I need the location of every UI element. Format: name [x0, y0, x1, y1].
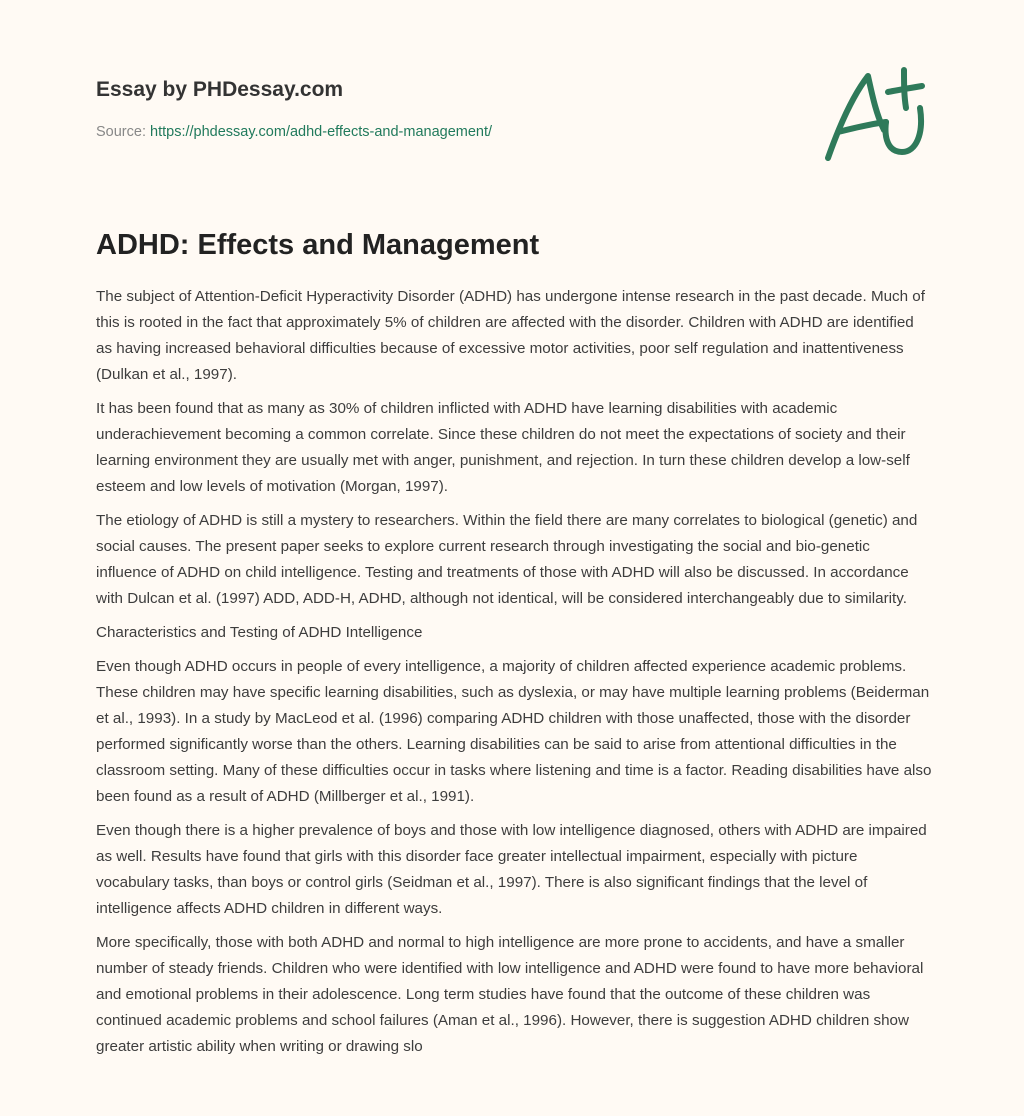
a-plus-logo-icon	[818, 64, 938, 168]
paragraph: The subject of Attention-Deficit Hyperactivity Disorder (ADHD) has undergone intense research in the past decade. Much of this is rooted in the fact that approximately 5% of children are affected with the disorder. Children with ADHD are identified as having increased behavioral difficulties because of excessive motor activities, poor self regulation and inattentiveness (Dulkan et al., 1997).	[96, 288, 925, 383]
paragraph: Even though there is a higher prevalence of boys and those with low intelligence diagnosed, others with ADHD are impaired as well. Results have found that girls with this disorder face greater intellectual impairment, especially with picture vocabulary tasks, than boys or control girls (Seidman et al., 1997). There is also significant findings that the level of intelligence affects ADHD children in different ways.	[96, 822, 927, 917]
source-link[interactable]: https://phdessay.com/adhd-effects-and-management/	[150, 124, 493, 140]
essay-header	[96, 76, 492, 140]
paragraph: It has been found that as many as 30% of children inflicted with ADHD have learning disabilities with academic underachievement becoming a common correlate. Since these children do not meet the expectations of society and their learning environment they are usually met with anger, punishment, and rejection. In turn these children develop a low-self esteem and low levels of motivation (Morgan, 1997).	[96, 400, 910, 495]
essay-title: ADHD: Effects and Management	[96, 229, 540, 261]
site-brand: Essay by PHDessay.com	[96, 78, 344, 101]
section-heading: Characteristics and Testing of ADHD Intelligence	[96, 624, 423, 641]
paragraph: Even though ADHD occurs in people of every intelligence, a majority of children affected experience academic problems. These children may have specific learning disabilities, such as dyslexia, or may have multiple learning problems (Beiderman et al., 1993). In a study by MacLeod et al. (1996) comparing ADHD children with those unaffected, those with the disorder performed significantly worse than the others. Learning disabilities can be said to arise from attentional difficulties in the classroom setting. Many of these difficulties occur in tasks where listening and time is a factor. Reading disabilities have also been found as a result of ADHD (Millberger et al., 1991).	[96, 658, 932, 805]
paragraph: The etiology of ADHD is still a mystery to researchers. Within the field there are many correlates to biological (genetic) and social causes. The present paper seeks to explore current research through investigating the social and bio-genetic influence of ADHD on child intelligence. Testing and treatments of those with ADHD will also be discussed. In accordance with Dulcan et al. (1997) ADD, ADD-H, ADHD, although not identical, will be considered interchangeably due to similarity.	[96, 512, 918, 607]
paragraph: More specifically, those with both ADHD and normal to high intelligence are more prone to accidents, and have a smaller number of steady friends. Children who were identified with low intelligence and ADHD were found to have more behavioral and emotional problems in their adolescence. Long term studies have found that the outcome of these children was continued academic problems and school failures (Aman et al., 1996). However, there is suggestion ADHD children show greater artistic ability when writing or drawing slo	[96, 934, 924, 1055]
essay-content	[96, 226, 932, 1068]
source-label: Source:	[96, 124, 146, 140]
source-line	[96, 124, 492, 140]
